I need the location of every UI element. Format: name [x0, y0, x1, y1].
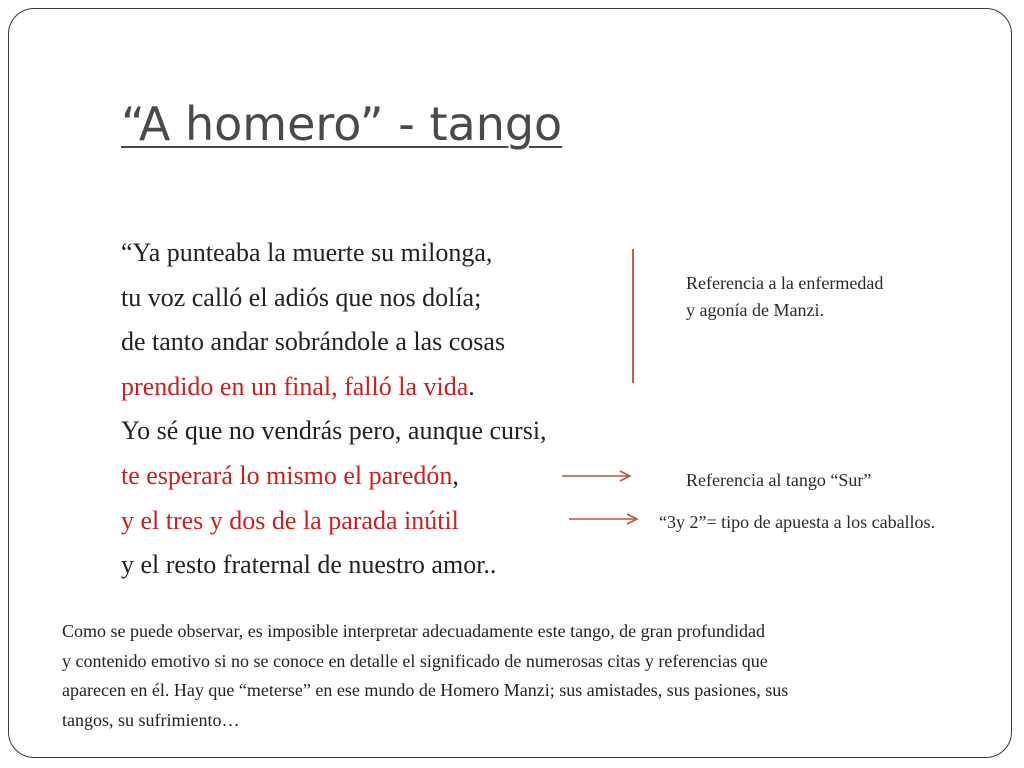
note-apuesta: “3y 2”= tipo de apuesta a los caballos. — [659, 512, 936, 532]
conclusion-line-1: Como se puede observar, es imposible interpretar adecuadamente este tango, de gran profundidad — [62, 621, 766, 641]
note-sur: Referencia al tango “Sur” — [686, 470, 872, 490]
note-enfermedad-line-2: y agonía de Manzi. — [686, 300, 824, 320]
poem-line-6 — [121, 454, 547, 499]
poem-line-8: y el resto fraternal de nuestro amor.. — [121, 550, 497, 580]
slide-title: “A homero” - tango — [121, 97, 563, 151]
note-enfermedad-line-1: Referencia a la enfermedad — [686, 273, 884, 293]
conclusion-line-3: aparecen en él. Hay que “meterse” en ese mundo de Homero Manzi; sus amistades, sus pasiones, sus — [62, 680, 789, 700]
conclusion-line-4: tangos, su sufrimiento… — [62, 709, 240, 730]
conclusion-paragraph — [62, 617, 992, 735]
note-enfermedad — [686, 270, 883, 324]
poem-line-3: de tanto andar sobrándole a las cosas — [121, 327, 506, 357]
poem-line-5: Yo sé que no vendrás pero, aunque cursi, — [121, 416, 547, 446]
conclusion-line-2: y contenido emotivo si no se conoce en detalle el significado de numerosas citas y referencias que — [62, 650, 768, 671]
poem-line-2: tu voz calló el adiós que nos dolía; — [121, 282, 482, 312]
poem-line-6-end: , — [452, 460, 459, 490]
poem-line-4 — [121, 365, 547, 410]
poem-block — [121, 231, 547, 588]
poem-line-7: y el tres y dos de la parada inútil — [121, 505, 459, 535]
poem-line-4-highlight: prendido en un final, falló la vida — [121, 371, 469, 401]
poem-line-1: “Ya punteaba la muerte su milonga, — [121, 238, 493, 267]
arrow-right-icon — [569, 512, 641, 526]
arrow-right-icon — [562, 469, 634, 483]
poem-line-4-end: . — [468, 371, 475, 401]
bracket-line — [632, 249, 634, 383]
poem-line-6-highlight: te esperará lo mismo el paredón — [121, 460, 453, 490]
